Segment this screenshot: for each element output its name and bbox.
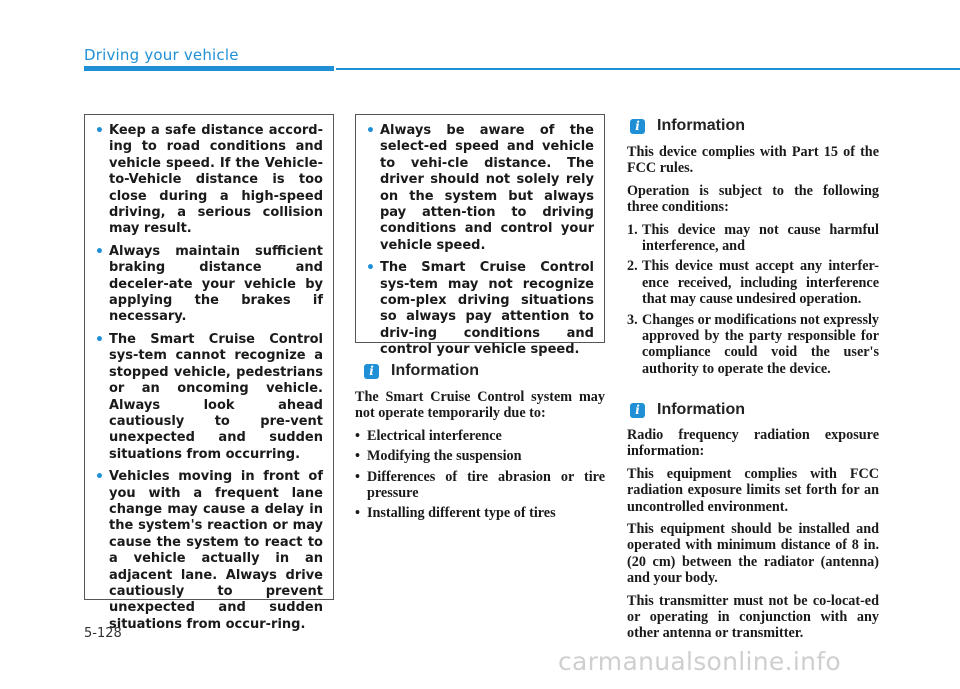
info-body-radio (627, 427, 879, 648)
bullet-icon: • (95, 243, 104, 260)
header-rule-thick (84, 66, 334, 71)
warning-item: • The Smart Cruise Control sys-tem may not recognize com-plex driving situations so always pay attention to driv-ing conditions and control your vehicle speed. (366, 260, 594, 358)
page-number: 5-128 (84, 626, 122, 641)
info-paragraph: Operation is subject to the following three conditions: (627, 182, 879, 216)
info-title: Information (657, 117, 745, 134)
watermark: carmanualsonline.info (558, 647, 841, 676)
section-title: Driving your vehicle (84, 46, 239, 64)
list-item: • Installing different type of tires (355, 505, 556, 522)
list-item: • Electrical interference (355, 427, 502, 444)
info-paragraph: This device complies with Part 15 of the FCC rules. (627, 144, 879, 177)
warning-item: • Vehicles moving in front of you with a frequent lane change may cause a delay in the system's reaction or may cause the system to react to a vehicle actually in an adjacent lane. Always drive cautiously to prevent unexpected and sudden situations from occur-ring. (95, 469, 323, 632)
warning-item: • The Smart Cruise Control sys-tem cannot recognize a stopped vehicle, pedestrians or an oncoming vehicle. Always look ahead cautiously to pre-vent unexpected and sudden situations from occurring. (95, 331, 323, 462)
list-item: 1. This device may not cause harmful interference, and (627, 221, 879, 255)
warning-item: • Always be aware of the select-ed speed and vehicle to vehi-cle distance. The driver should not solely rely on the system but always pay atten-tion to driving conditions and control your vehicle speed. (366, 123, 594, 253)
info-icon: i (630, 119, 645, 134)
list-item: • Modifying the suspension (355, 448, 522, 465)
info-paragraph: Radio frequency radiation exposure information: (627, 427, 879, 460)
bullet-icon: • (366, 123, 375, 139)
info-heading-radio (630, 401, 745, 419)
bullet-icon: • (366, 260, 375, 277)
info-intro: The Smart Cruise Control system may not operate temporarily due to: (355, 389, 605, 422)
info-title: Information (391, 362, 479, 379)
warning-item: • Keep a safe distance accord-ing to road conditions and vehicle speed. If the Vehicle-to-Vehicle distance is too close during a high-speed driving, a serious collision may result. (95, 123, 323, 237)
info-paragraph: This transmitter must not be co-locat-ed or operating in conjunction with any other antenna or transmitter. (627, 592, 879, 642)
list-item: 2. This device must accept any interfer-ence received, including interference that may cause undesired operation. (627, 258, 879, 308)
info-heading-smart-cruise (364, 362, 479, 380)
info-title: Information (657, 401, 745, 418)
info-heading-fcc (630, 117, 745, 135)
list-item: 3. Changes or modifications not expressly approved by the party responsible for compliance could void the user's authority to operate the device. (627, 311, 879, 377)
info-icon: i (630, 403, 645, 418)
info-paragraph: This equipment complies with FCC radiation exposure limits set forth for an uncontrolled environment. (627, 465, 879, 515)
bullet-icon: • (95, 469, 104, 486)
warning-box-left (84, 114, 334, 632)
info-icon: i (364, 364, 379, 379)
info-body-fcc (627, 144, 879, 381)
list-item: • Differences of tire abrasion or tire pressure (355, 468, 605, 502)
info-body-smart-cruise (355, 389, 605, 526)
warning-box-middle (355, 114, 605, 358)
header-rule-thin (336, 68, 960, 70)
bullet-icon: • (95, 331, 104, 348)
info-paragraph: This equipment should be installed and operated with minimum distance of 8 in. (20 cm) between the radiator (antenna) and your body. (627, 521, 879, 587)
bullet-icon: • (95, 123, 104, 139)
warning-item: • Always maintain sufficient braking distance and deceler-ate your vehicle by applying the brakes if necessary. (95, 243, 323, 325)
